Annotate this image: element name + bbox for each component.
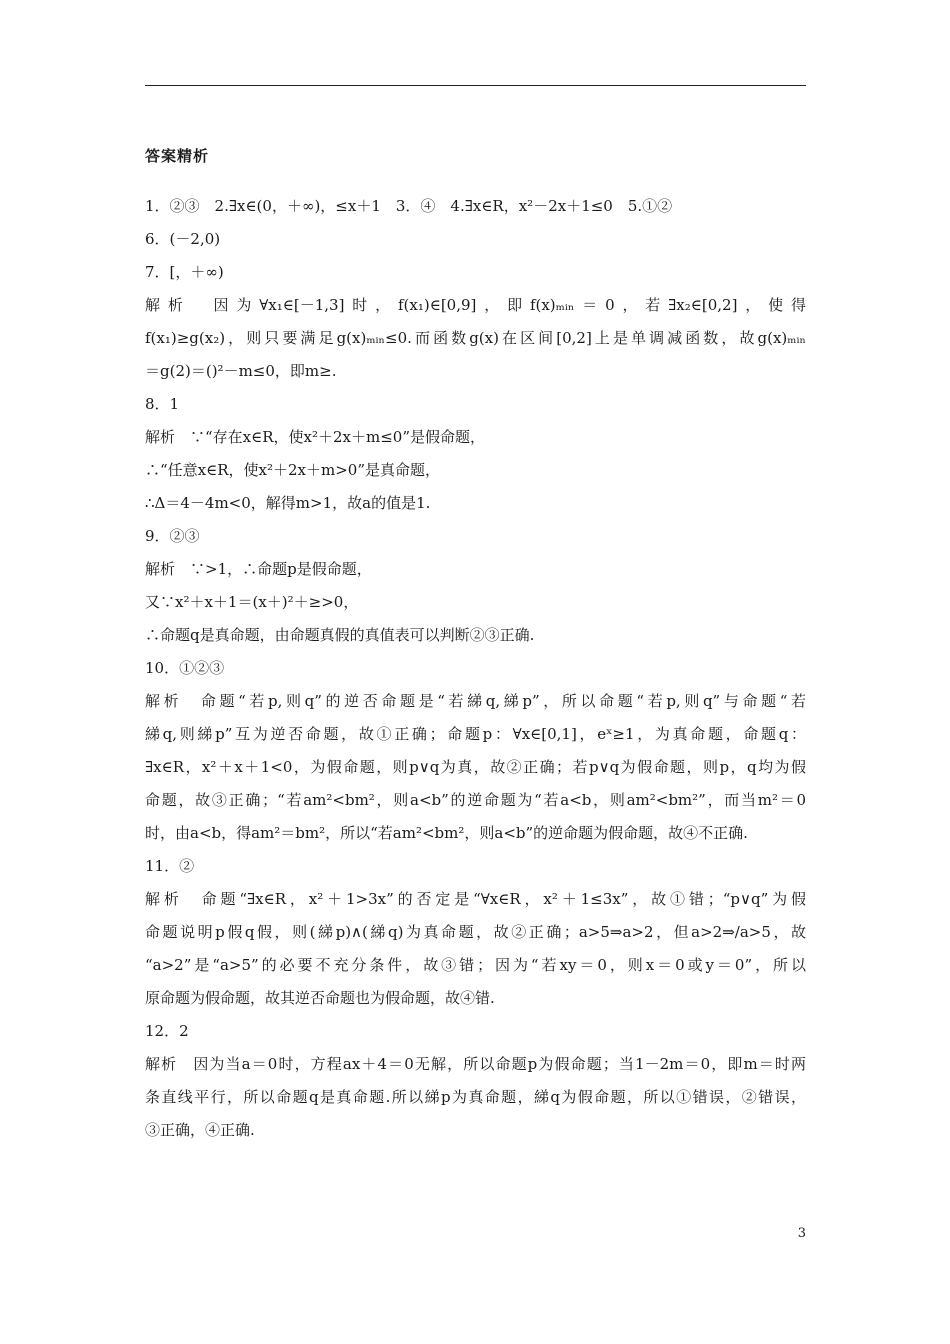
answer-lines (145, 190, 806, 1147)
text-line: 原命题为假命题，故其逆否命题也为假命题，故④错. (145, 989, 495, 1007)
text-line: 命题，故③正确；“若am²<bm²，则a<b”的逆命题为“若a<b，则am²<bm²”，而当m²＝0 (145, 791, 806, 809)
text-line: ∃x∈R，x²＋x＋1<0，为假命题，则p∨q为真，故②正确；若p∨q为假命题，则p，q均为假 (145, 758, 806, 776)
text-line: 解析 命题“若p,则q”的逆否命题是“若綈q,綈p”，所以命题“若p,则q”与命题“若 (145, 692, 806, 710)
text-line: 又∵x²＋x＋1＝(x＋)²＋≥>0， (145, 593, 359, 611)
text-line: 解析 因为∀x₁∈[－1,3]时，f(x₁)∈[0,9]，即f(x)ₘᵢₙ＝0，若∃x₂∈[0,2]，使得 (145, 296, 806, 314)
section-heading: 答案精析 (145, 147, 210, 165)
text-line: 解析 ∵>1，∴命题p是假命题， (145, 560, 372, 578)
text-line: “a>2”是“a>5”的必要不充分条件，故③错；因为“若xy＝0，则x＝0或y＝0”，所以 (145, 956, 806, 974)
text-line: 命题说明p假q假，则(綈p)∧(綈q)为真命题，故②正确；a>5⇒a>2，但a>2⇒/a>5，故 (145, 923, 806, 941)
text-line: 8．1 (145, 395, 180, 413)
text-line: 解析 因为当a＝0时，方程ax＋4＝0无解，所以命题p为假命题；当1－2m＝0，即m＝时两 (145, 1055, 806, 1073)
text-line: 綈q,则綈p”互为逆否命题，故①正确；命题p：∀x∈[0,1]，eˣ≥1，为真命题，命题q： (145, 725, 806, 743)
text-line: 时，由a<b，得am²＝bm²，所以“若am²<bm²，则a<b”的逆命题为假命题，故④不正确. (145, 824, 748, 842)
text-line: 解析 ∵“存在x∈R，使x²＋2x＋m≤0”是假命题， (145, 428, 486, 446)
header-rule (145, 85, 806, 86)
page-number: 3 (797, 1226, 806, 1241)
text-line: 解析 命题“∃x∈R，x²＋1>3x”的否定是“∀x∈R，x²＋1≤3x”，故①错；“p∨q”为假 (145, 890, 806, 908)
text-line: f(x₁)≥g(x₂)，则只要满足g(x)ₘᵢₙ≤0.而函数g(x)在区间[0,2]上是单调减函数，故g(x)ₘᵢₙ (145, 329, 806, 347)
answer-section (145, 140, 806, 1147)
text-line: 9．②③ (145, 527, 200, 545)
text-line: 11．② (145, 857, 195, 875)
text-line: 10．①②③ (145, 659, 225, 677)
text-line: 7．[，＋∞) (145, 263, 224, 281)
text-line: 12．2 (145, 1022, 189, 1040)
text-line: 6．(－2,0) (145, 230, 221, 248)
text-line: 条直线平行，所以命题q是真命题.所以綈p为真命题，綈q为假命题，所以①错误，②错误， (145, 1088, 806, 1106)
text-line: ∴命题q是真命题，由命题真假的真值表可以判断②③正确. (145, 626, 535, 644)
text-line: ∴“任意x∈R，使x²＋2x＋m>0”是真命题， (145, 461, 441, 479)
text-line: ③正确，④正确. (145, 1121, 255, 1139)
text-line: 1．②③ 2.∃x∈(0，＋∞)，≤x＋1 3．④ 4.∃x∈R，x²－2x＋1≤0 5.①② (145, 197, 673, 215)
text-line: ＝g(2)＝()²－m≤0，即m≥. (145, 362, 337, 380)
text-line: ∴Δ＝4－4m<0，解得m>1，故a的值是1. (145, 494, 431, 512)
